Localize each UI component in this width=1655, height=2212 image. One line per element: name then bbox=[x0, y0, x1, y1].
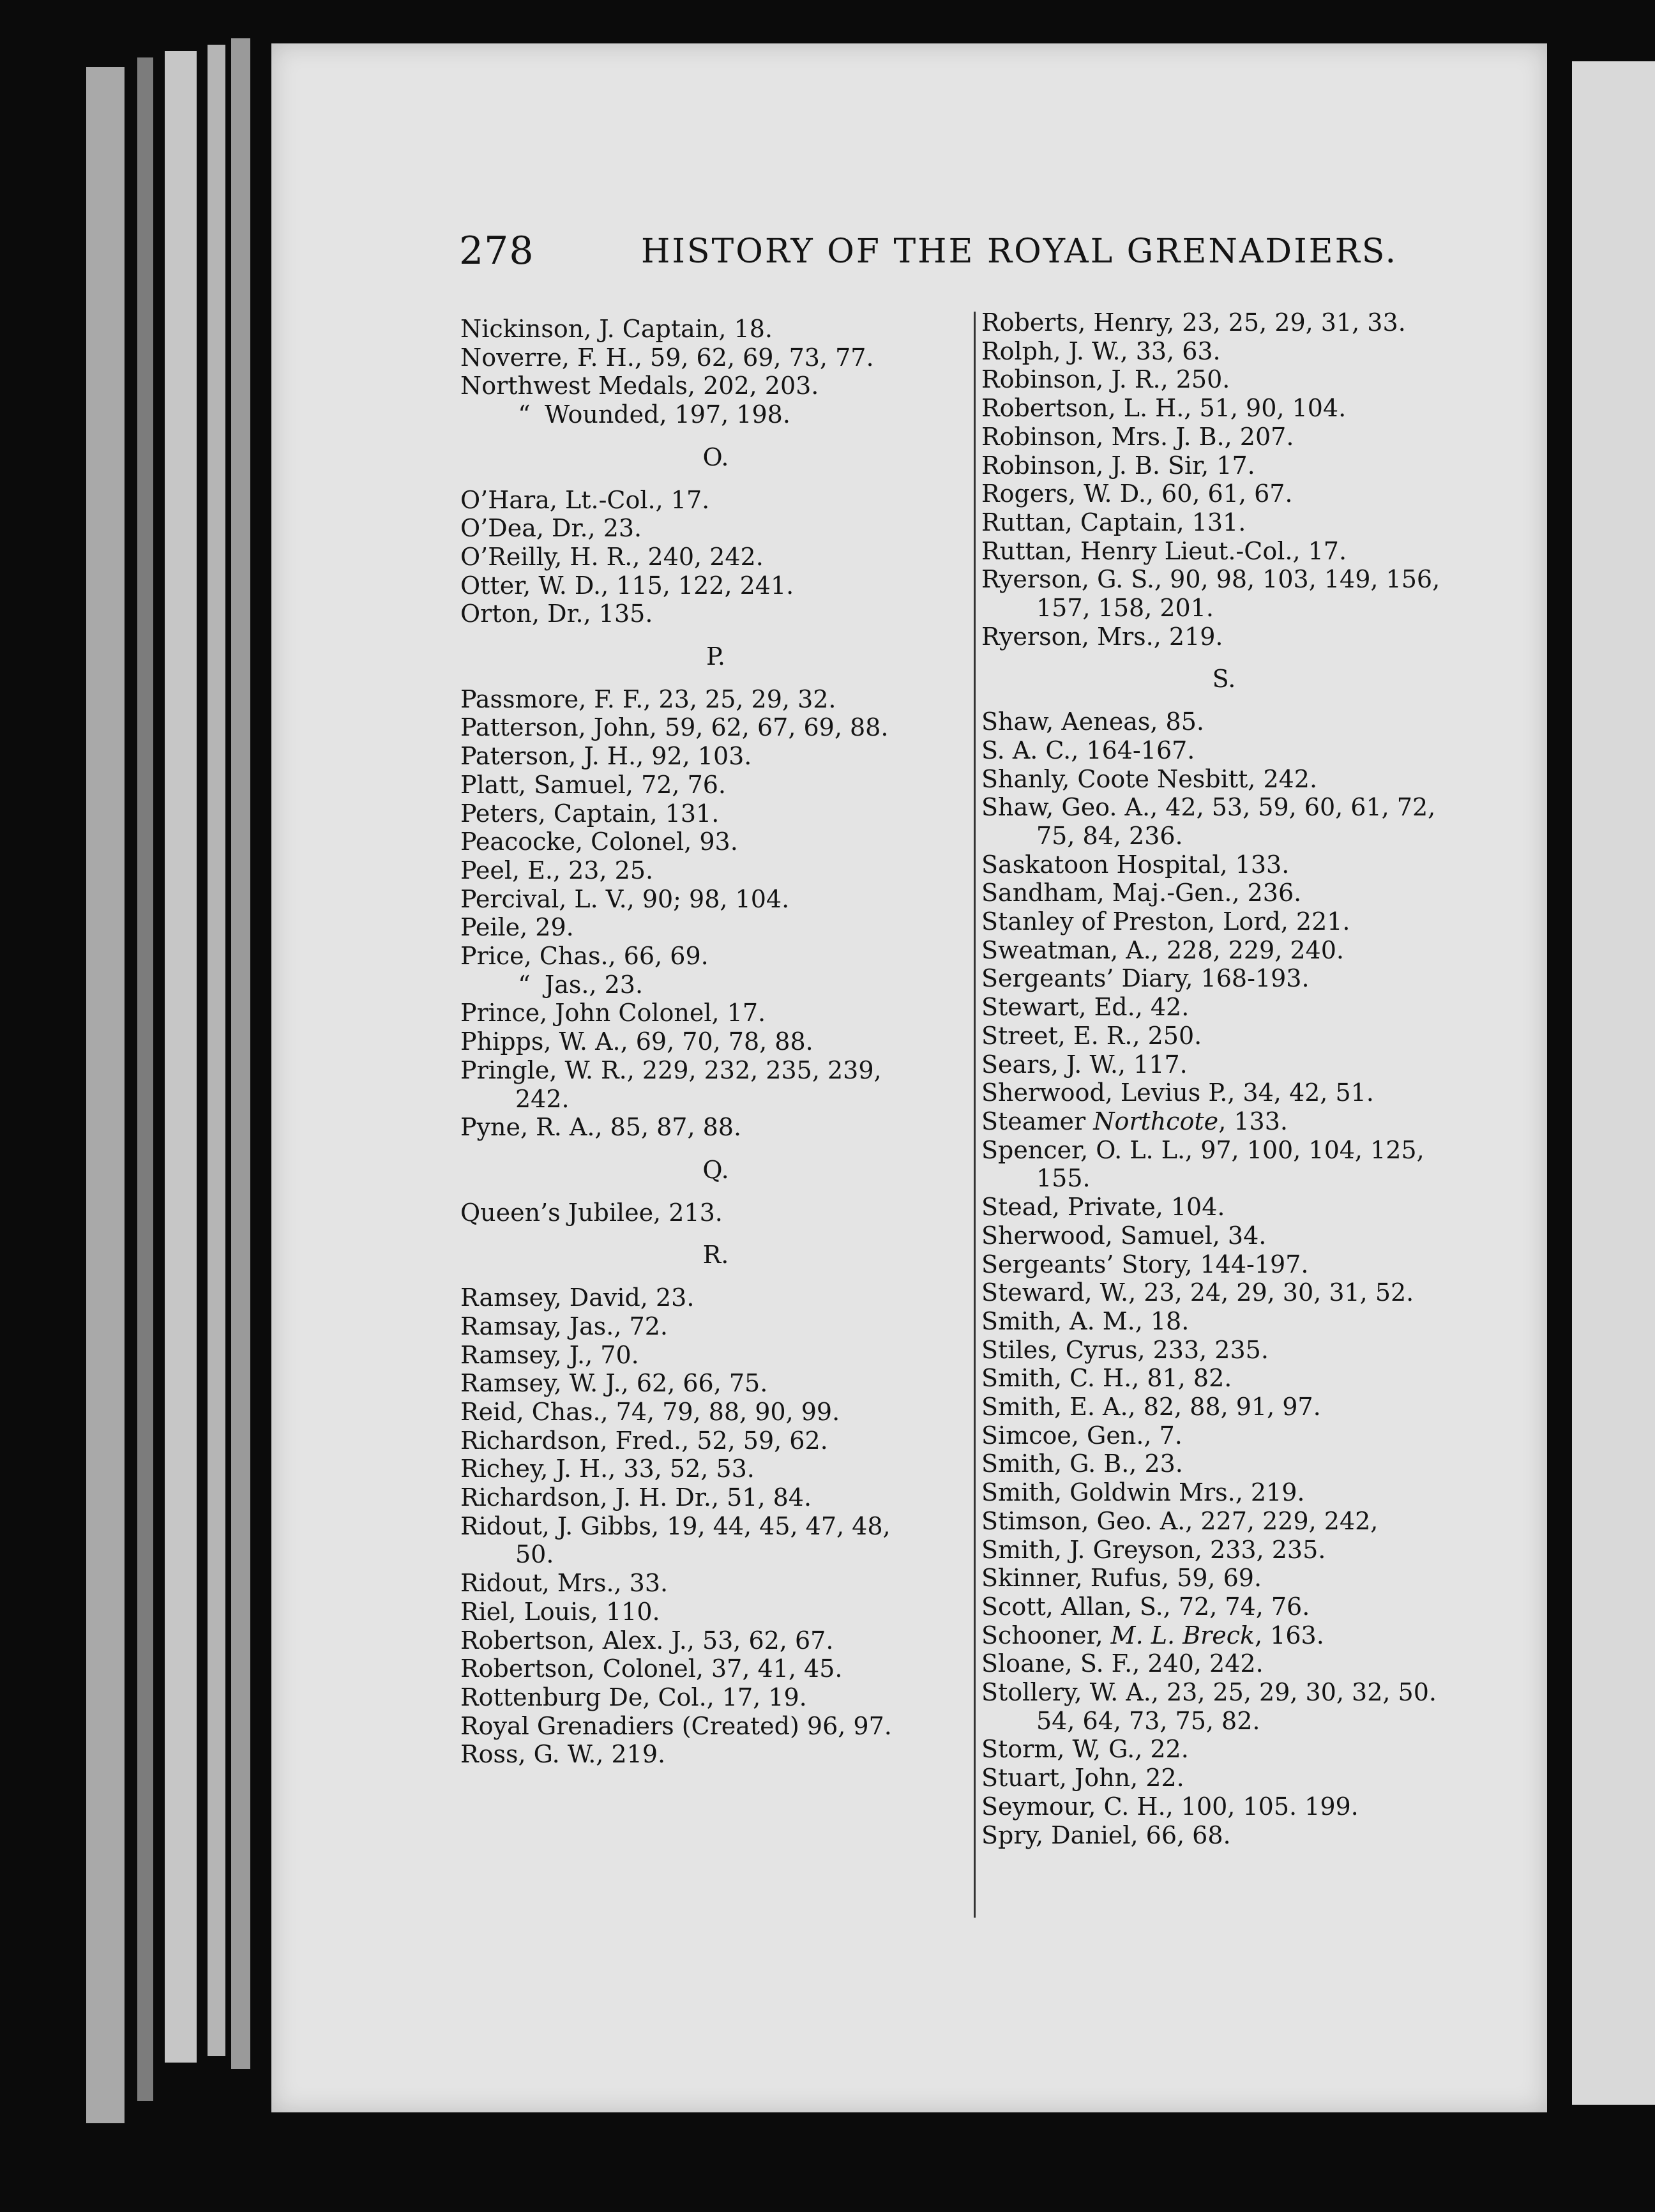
index-section-letter: S. bbox=[1212, 665, 1236, 693]
index-entry: Peel, E., 23, 25. bbox=[460, 856, 654, 884]
index-entry bbox=[981, 1621, 1511, 1650]
index-entry: Phipps, W. A., 69, 70, 78, 88. bbox=[460, 1027, 813, 1056]
index-entry: Ryerson, G. S., 90, 98, 103, 149, 156, bbox=[981, 565, 1440, 594]
index-entry: Spry, Daniel, 66, 68. bbox=[981, 1821, 1231, 1849]
index-entry: Sloane, S. F., 240, 242. bbox=[981, 1649, 1264, 1678]
index-entry: Ramsay, Jas., 72. bbox=[460, 1312, 668, 1340]
index-entry: Ruttan, Henry Lieut.-Col., 17. bbox=[981, 536, 1347, 565]
vessel-name: Northcote bbox=[1093, 1107, 1219, 1135]
index-entry: Reid, Chas., 74, 79, 88, 90, 99. bbox=[460, 1397, 840, 1426]
index-entry: Ross, G. W., 219. bbox=[460, 1740, 666, 1769]
index-entry bbox=[460, 400, 990, 429]
index-entry-continuation: 155. bbox=[1036, 1164, 1091, 1193]
index-entry: Passmore, F. F., 23, 25, 29, 32. bbox=[460, 685, 836, 713]
index-entry: Pringle, W. R., 229, 232, 235, 239, bbox=[460, 1056, 882, 1084]
index-entry: Ramsey, J., 70. bbox=[460, 1340, 639, 1369]
index-entry: Saskatoon Hospital, 133. bbox=[981, 850, 1290, 879]
index-entry: Orton, Dr., 135. bbox=[460, 600, 653, 628]
index-entry: Noverre, F. H., 59, 62, 69, 73, 77. bbox=[460, 343, 874, 372]
index-entry: Street, E. R., 250. bbox=[981, 1021, 1202, 1050]
index-entry: Scott, Allan, S., 72, 74, 76. bbox=[981, 1592, 1310, 1621]
index-entry: Robinson, Mrs. J. B., 207. bbox=[981, 422, 1294, 451]
index-entry: Otter, W. D., 115, 122, 241. bbox=[460, 571, 794, 600]
index-entry: Richardson, Fred., 52, 59, 62. bbox=[460, 1426, 828, 1455]
index-entry: Rogers, W. D., 60, 61, 67. bbox=[981, 480, 1293, 508]
index-entry: Stewart, Ed., 42. bbox=[981, 993, 1190, 1022]
index-entry: Smith, C. H., 81, 82. bbox=[981, 1364, 1232, 1393]
index-entry: Percival, L. V., 90; 98, 104. bbox=[460, 884, 790, 913]
index-entry: Stead, Private, 104. bbox=[981, 1193, 1225, 1222]
index-entry: Peters, Captain, 131. bbox=[460, 799, 720, 828]
index-entry: Platt, Samuel, 72, 76. bbox=[460, 770, 727, 799]
index-entry-continuation: 54, 64, 73, 75, 82. bbox=[1036, 1706, 1260, 1735]
index-entry: Shaw, Aeneas, 85. bbox=[981, 708, 1204, 736]
index-entry: Peile, 29. bbox=[460, 913, 574, 942]
index-entry: Stanley of Preston, Lord, 221. bbox=[981, 907, 1350, 936]
index-entry: Queen’s Jubilee, 213. bbox=[460, 1198, 723, 1227]
index-entry: Prince, John Colonel, 17. bbox=[460, 999, 766, 1027]
index-entry: Price, Chas., 66, 69. bbox=[460, 942, 709, 971]
index-entry: Sears, J. W., 117. bbox=[981, 1050, 1188, 1079]
index-section-letter: R. bbox=[702, 1241, 729, 1269]
index-entry: Smith, G. B., 23. bbox=[981, 1450, 1183, 1478]
index-entry: Stuart, John, 22. bbox=[981, 1764, 1184, 1792]
index-entry bbox=[460, 971, 990, 999]
page-number: 278 bbox=[459, 229, 534, 273]
index-entry: Peacocke, Colonel, 93. bbox=[460, 828, 738, 856]
index-entry: Patterson, John, 59, 62, 67, 69, 88. bbox=[460, 713, 889, 742]
index-entry: Pyne, R. A., 85, 87, 88. bbox=[460, 1113, 742, 1142]
index-entry bbox=[981, 1107, 1511, 1136]
index-entry: Smith, A. M., 18. bbox=[981, 1307, 1190, 1335]
ditto-mark: “ bbox=[518, 400, 531, 429]
running-title: HISTORY OF THE ROYAL GRENADIERS. bbox=[641, 232, 1398, 271]
index-entry: Roberts, Henry, 23, 25, 29, 31, 33. bbox=[981, 308, 1406, 337]
index-entry: Robertson, L. H., 51, 90, 104. bbox=[981, 394, 1347, 423]
index-entry: Steward, W., 23, 24, 29, 30, 31, 52. bbox=[981, 1278, 1414, 1307]
index-entry: O’Hara, Lt.-Col., 17. bbox=[460, 485, 710, 514]
index-entry-pages: , 163. bbox=[1255, 1621, 1324, 1649]
index-entry-continuation: 50. bbox=[515, 1540, 554, 1569]
index-entry: O’Reilly, H. R., 240, 242. bbox=[460, 542, 764, 571]
index-entry: Ridout, J. Gibbs, 19, 44, 45, 47, 48, bbox=[460, 1511, 891, 1540]
index-entry: Robertson, Alex. J., 53, 62, 67. bbox=[460, 1626, 834, 1655]
index-entry: Stiles, Cyrus, 233, 235. bbox=[981, 1335, 1269, 1364]
index-entry: Ramsey, David, 23. bbox=[460, 1284, 695, 1312]
page-header bbox=[459, 229, 1570, 273]
index-entry: Sherwood, Samuel, 34. bbox=[981, 1221, 1267, 1250]
index-entry: Sergeants’ Diary, 168-193. bbox=[981, 964, 1310, 993]
index-entry-continuation: 75, 84, 236. bbox=[1036, 821, 1183, 850]
index-entry: Robinson, J. B. Sir, 17. bbox=[981, 451, 1255, 480]
vessel-name: M. L. Breck bbox=[1110, 1621, 1255, 1649]
index-entry-continuation: 157, 158, 201. bbox=[1036, 594, 1214, 623]
page-edge-5 bbox=[231, 38, 250, 2069]
index-section-letter: O. bbox=[702, 443, 729, 471]
index-entry-text: Schooner, bbox=[981, 1621, 1111, 1649]
index-entry: Royal Grenadiers (Created) 96, 97. bbox=[460, 1711, 892, 1740]
index-entry: Ryerson, Mrs., 219. bbox=[981, 622, 1223, 651]
index-entry: Smith, Goldwin Mrs., 219. bbox=[981, 1478, 1305, 1507]
index-entry: Ridout, Mrs., 33. bbox=[460, 1569, 669, 1598]
index-entry-text: Jas., 23. bbox=[545, 970, 644, 999]
index-entry: Sergeants’ Story, 144-197. bbox=[981, 1250, 1309, 1278]
index-entry: Seymour, C. H., 100, 105. 199. bbox=[981, 1792, 1359, 1821]
index-entry: Shanly, Coote Nesbitt, 242. bbox=[981, 764, 1318, 793]
index-entry: Rottenburg De, Col., 17, 19. bbox=[460, 1683, 807, 1711]
index-entry: Paterson, J. H., 92, 103. bbox=[460, 742, 752, 771]
index-entry: Rolph, J. W., 33, 63. bbox=[981, 337, 1221, 365]
index-entry: Riel, Louis, 110. bbox=[460, 1597, 660, 1626]
index-entry-pages: , 133. bbox=[1218, 1107, 1288, 1135]
index-entry: Robinson, J. R., 250. bbox=[981, 365, 1230, 394]
index-entry: Shaw, Geo. A., 42, 53, 59, 60, 61, 72, bbox=[981, 793, 1436, 822]
index-entry: Spencer, O. L. L., 97, 100, 104, 125, bbox=[981, 1135, 1425, 1164]
ditto-mark: “ bbox=[518, 970, 531, 999]
index-entry: Sherwood, Levius P., 34, 42, 51. bbox=[981, 1079, 1374, 1107]
book-page bbox=[271, 43, 1547, 2112]
column-divider bbox=[974, 312, 976, 1918]
index-entry: Stollery, W. A., 23, 25, 29, 30, 32, 50. bbox=[981, 1678, 1437, 1707]
index-entry: Smith, J. Greyson, 233, 235. bbox=[981, 1535, 1326, 1564]
index-entry-text: Steamer bbox=[981, 1107, 1094, 1135]
index-entry: Smith, E. A., 82, 88, 91, 97. bbox=[981, 1393, 1321, 1421]
index-entry: Ramsey, W. J., 62, 66, 75. bbox=[460, 1369, 768, 1398]
index-entry: Nickinson, J. Captain, 18. bbox=[460, 315, 773, 343]
facing-page-edge bbox=[1572, 61, 1655, 2105]
index-entry: Simcoe, Gen., 7. bbox=[981, 1421, 1183, 1450]
index-entry: Stimson, Geo. A., 227, 229, 242, bbox=[981, 1506, 1379, 1535]
index-column-right bbox=[981, 308, 1511, 1849]
page-edge-4 bbox=[208, 45, 225, 2056]
index-section-letter: Q. bbox=[702, 1155, 729, 1184]
index-entry: Ruttan, Captain, 131. bbox=[981, 508, 1246, 536]
index-entry: Richardson, J. H. Dr., 51, 84. bbox=[460, 1483, 812, 1512]
index-entry-text: Wounded, 197, 198. bbox=[545, 400, 790, 429]
index-section-letter: P. bbox=[706, 642, 725, 671]
index-entry: Skinner, Rufus, 59, 69. bbox=[981, 1564, 1262, 1593]
page-edge-1 bbox=[86, 67, 125, 2123]
index-entry: Sandham, Maj.-Gen., 236. bbox=[981, 879, 1302, 907]
index-entry: Northwest Medals, 202, 203. bbox=[460, 372, 819, 400]
index-entry: O’Dea, Dr., 23. bbox=[460, 514, 642, 543]
index-entry: S. A. C., 164-167. bbox=[981, 736, 1195, 764]
index-entry: Sweatman, A., 228, 229, 240. bbox=[981, 936, 1344, 964]
page-edge-3 bbox=[165, 51, 197, 2063]
index-entry: Richey, J. H., 33, 52, 53. bbox=[460, 1455, 755, 1483]
page-edge-2 bbox=[137, 57, 153, 2101]
index-entry: Robertson, Colonel, 37, 41, 45. bbox=[460, 1655, 843, 1683]
index-entry-continuation: 242. bbox=[515, 1084, 570, 1113]
index-entry: Storm, W, G., 22. bbox=[981, 1735, 1189, 1764]
index-column-left bbox=[460, 315, 990, 1769]
